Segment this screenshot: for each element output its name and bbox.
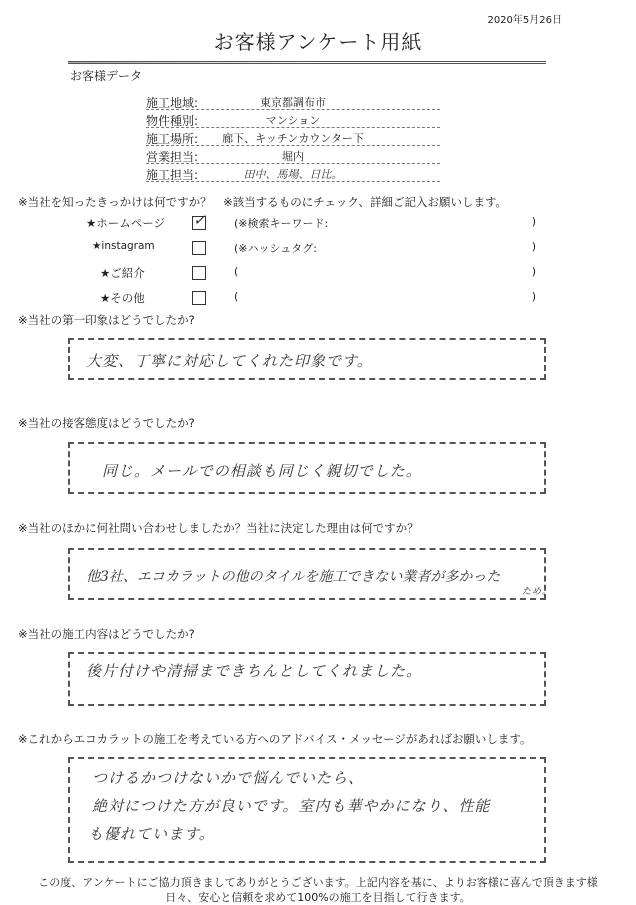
detail-field: (※ハッシュタグ: ) — [234, 240, 536, 255]
source-label: ★ご紹介 — [100, 266, 145, 280]
checkbox-instagram[interactable] — [192, 241, 206, 255]
answer-text: 大変、丁寧に対応してくれた印象です。 — [86, 352, 373, 370]
question-competitors: ※当社のほかに何社問い合わせしましたか？当社に決定した理由は何ですか？ — [18, 521, 419, 535]
source-label: ★ホームページ — [86, 216, 166, 230]
field-value: 堀内 — [282, 150, 304, 163]
answer-text: つけるかつけないかで悩んでいたら、 — [92, 769, 365, 787]
page-title: お客様アンケート用紙 — [213, 30, 423, 54]
customer-row-area — [146, 92, 440, 110]
answer-text: も優れています。 — [88, 825, 215, 843]
customer-row-place — [146, 128, 440, 146]
answer-text: ため。 — [522, 587, 552, 597]
answer-text: 絶対につけた方が良いです。室内も華やかになり、性能 — [92, 797, 491, 815]
source-label: ★instagram — [92, 240, 155, 252]
detail-field: (※検索キーワード: ) — [234, 215, 536, 230]
question-advice: ※これからエコカラットの施工を考えている方へのアドバイス・メッセージがあればお願いします。 — [18, 732, 532, 746]
checkbox-homepage[interactable] — [192, 211, 206, 230]
footer-line: この度、アンケートにご協力頂きましてありがとうございます。上記内容を基に、よりお客様に喜んで頂きます様 — [38, 876, 598, 889]
question-source: ※当社を知ったきっかけは何ですか？ ※該当するものにチェック、詳細ご記入お願いします。 — [18, 195, 508, 209]
source-label: ★その他 — [100, 291, 145, 305]
field-value: 廊下、キッチンカウンター下 — [222, 132, 364, 145]
footer-line: 日々、安心と信頼を求めて100%の施工を目指して行きます。 — [165, 891, 471, 904]
field-label: 施工場所: — [146, 132, 199, 146]
question-service: ※当社の接客態度はどうでしたか? — [18, 416, 195, 430]
answer-box-quality — [68, 652, 546, 706]
date: 2020年5月26日 — [487, 15, 562, 26]
field-value: マンション — [265, 114, 321, 127]
check-mark-icon: ✓ — [193, 211, 206, 229]
field-label: 施工担当: — [146, 168, 199, 182]
checkbox-other[interactable] — [192, 291, 206, 305]
field-value: 田中、馬場、日比。 — [243, 168, 343, 181]
question-impression: ※当社の第一印象はどうでしたか? — [18, 313, 195, 327]
customer-section-heading: お客様データ — [70, 69, 143, 83]
detail-field: ( ) — [234, 290, 536, 303]
field-label: 営業担当: — [146, 150, 199, 164]
question-quality: ※当社の施工内容はどうでしたか? — [18, 627, 195, 641]
customer-row-sales — [146, 146, 440, 164]
detail-field: ( ) — [234, 265, 536, 278]
field-value: 東京都調布市 — [260, 96, 326, 109]
answer-box-service — [68, 442, 546, 494]
title-underline — [68, 61, 546, 64]
customer-row-type — [146, 110, 440, 128]
answer-text: 同じ。メールでの相談も同じく親切でした。 — [102, 462, 422, 480]
answer-box-competitors — [68, 548, 552, 600]
field-label: 物件種別: — [146, 114, 199, 128]
field-label: 施工地域: — [146, 96, 199, 110]
answer-text: 後片付けや清掃まできちんとしてくれました。 — [86, 662, 423, 680]
answer-box-advice — [68, 757, 546, 863]
customer-row-installer — [146, 164, 440, 182]
answer-text: 他3社、エコカラットの他のタイルを施工できない業者が多かった — [86, 569, 501, 585]
checkbox-referral[interactable] — [192, 266, 206, 280]
answer-box-impression — [68, 338, 546, 380]
